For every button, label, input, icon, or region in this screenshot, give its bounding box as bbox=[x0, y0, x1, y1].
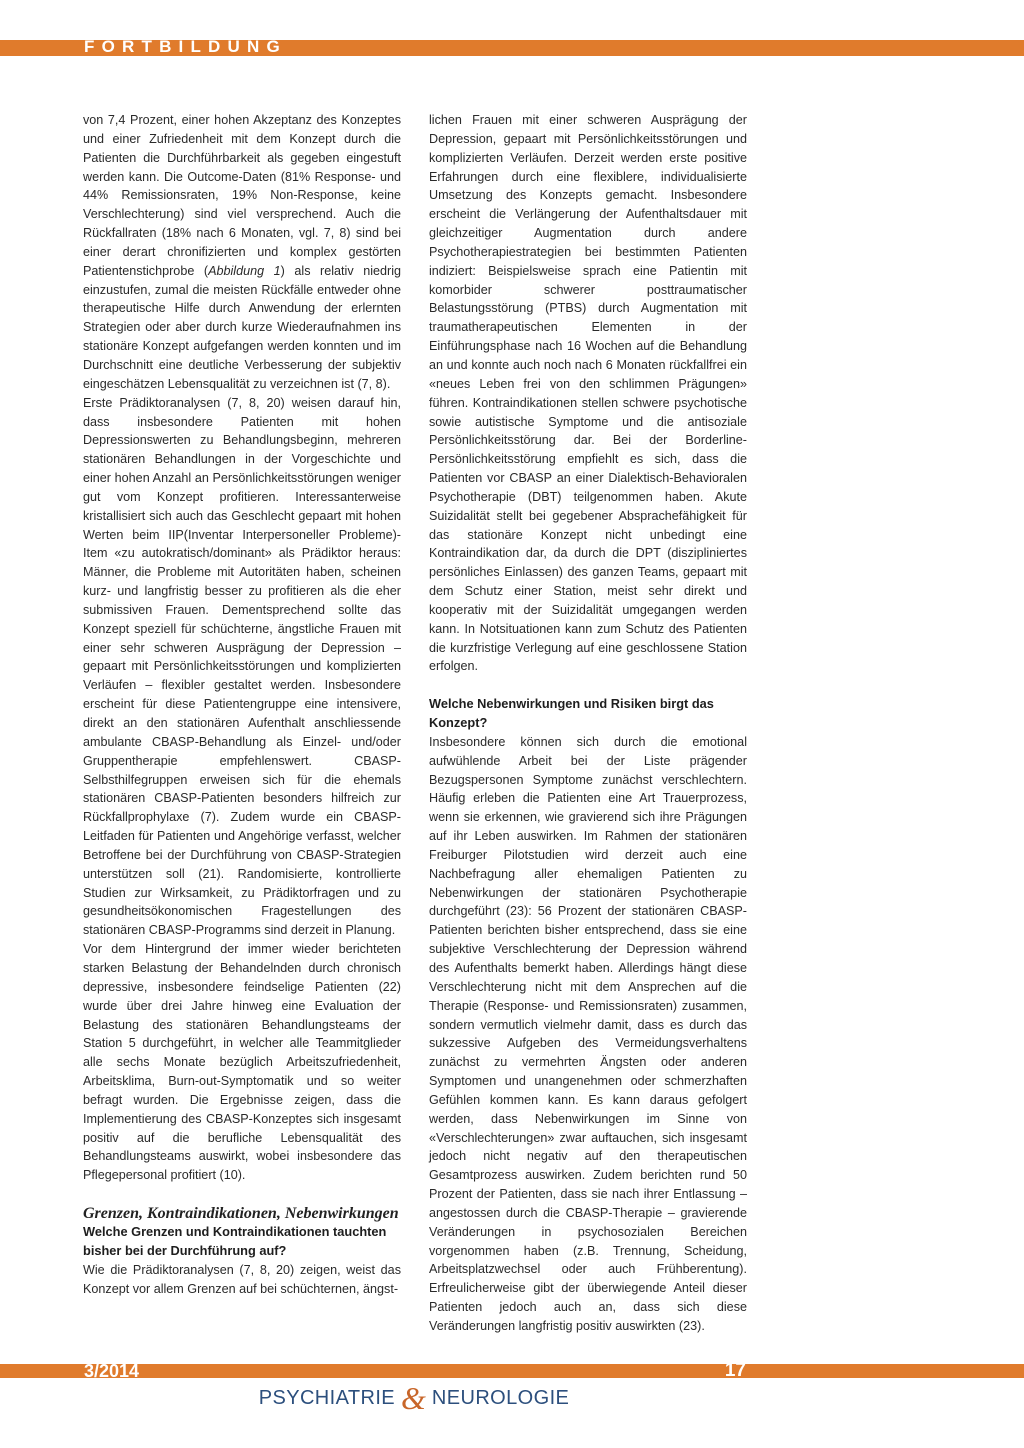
section-heading: Grenzen, Kontraindikationen, Nebenwirkungen bbox=[83, 1205, 399, 1223]
left-column bbox=[83, 111, 401, 1298]
paragraph: Erste Prädiktoranalysen (7, 8, 20) weisen darauf hin, dass insbesondere Patienten mit hohen Depressionswerten zu Behandlungsbeginn, mehreren stationären Behandlungen in der Vorgeschichte und einer hohen Anzahl an Persönlichkeitsstörungen weniger gut vom Konzept profitieren. Interessanterweise kristallisiert sich auch das Geschlecht gepaart mit hohen Werten beim IIP(Inventar Interpersoneller Probleme)-Item «zu autokratisch/dominant» als Prädiktor heraus: Männer, die Probleme mit Autoritäten haben, scheinen kurz- und langfristig besser zu profitieren als die eher submissiven Frauen. Dementsprechend sollte das Konzept speziell für schüchterne, ängstliche Frauen mit einer sehr schweren Ausprägung der Depression – gepaart mit Persönlichkeitsstörungen und komplizierten Verläufen – flexibler gestaltet werden. Insbesondere erscheint für diese Patientengruppe eine intensivere, direkt an den stationären Aufenthalt anschliessende ambulante CBASP-Behandlung als Einzel- und/oder Gruppentherapie empfehlenswert. CBASP-Selbsthilfegruppen erweisen sich für die ehemals stationären CBASP-Patienten besonders hilfreich zur Rückfallprophylaxe (7). Zudem wurde ein CBASP-Leitfaden für Patienten und Angehörige verfasst, welcher Betroffene bei der Durchführung von CBASP-Strategien unterstützen soll (21). Randomisierte, kontrollierte Studien zur Wirksamkeit, zu Prädiktorfragen und zu gesundheitsökonomischen Fragestellungen des stationären CBASP-Programms sind derzeit in Planung. bbox=[83, 395, 401, 938]
ampersand-mark: & bbox=[401, 1380, 426, 1416]
section-label: FORTBILDUNG bbox=[84, 37, 287, 56]
paragraph: Wie die Prädiktoranalysen (7, 8, 20) zeigen, weist das Konzept vor allem Grenzen auf bei schüchternen, ängst- bbox=[83, 1262, 401, 1296]
subsection-heading: Welche Nebenwirkungen und Risiken birgt das Konzept? bbox=[429, 696, 714, 730]
journal-name-part2: NEUROLOGIE bbox=[431, 1386, 570, 1409]
paragraph: Insbesondere können sich durch die emotional aufwühlende Arbeit bei der Liste prägender Bezugspersonen Symptome zunächst verschlechtern. Häufig erleben die Patienten eine Art Trauerprozess, wenn sie erkennen, wie gravierend sich ihre Prägungen auf ihr Leben auswirken. Im Rahmen der stationären Freiburger Pilotstudien wird derzeit auch eine Nachbefragung aller ehemaligen Patienten zu Nebenwirkungen der stationären Psychotherapie durchgeführt (23): 56 Prozent der stationären CBASP-Patienten berichten bisher entsprechend, dass sie eine subjektive Verschlechterung der Depression während des Aufenthalts bemerkt haben. Allerdings hängt diese Verschlechterung nicht mit dem Ansprechen auf die Therapie (Response- und Remissionsraten) zusammen, sondern vermutlich vielmehr damit, dass es durch das sukzessive Aufgeben des Vermeidungsverhaltens zunächst zu vermehrten Ängsten oder anderen Symptomen und unangenehmen oder schmerzhaften Gefühlen kommen kann. Es kann daraus gefolgert werden, dass Nebenwirkungen im Sinne von «Verschlechterungen» zwar auftauchen, sich insgesamt jedoch nicht negativ auf den therapeutischen Gesamtprozess auswirken. Zudem berichten rund 50 Prozent der Patienten, dass sie nach ihrer Entlassung – angestossen durch die CBASP-Therapie – gravierende Veränderungen in psychosozialen Bereichen vorgenommen haben (z.B. Trennung, Scheidung, Arbeitsplatzwechsel oder auch Frühberentung). Erfreulicherweise gibt der überwiegende Anteil dieser Patienten jedoch auch an, dass sich diese Veränderungen langfristig positiv auswirkten (23). bbox=[429, 734, 747, 1333]
figure-reference: Abbildung 1 bbox=[208, 263, 281, 278]
issue-number: 3/2014 bbox=[84, 1361, 140, 1381]
paragraph: von 7,4 Prozent, einer hohen Akzeptanz des Konzeptes und einer Zufriedenheit mit dem Konzept durch die Patienten die Durchführbarkeit als gegeben eingestuft werden kann. Die Outcome-Daten (81% Response- und 44% Remissionsraten, 19% Non-Response, keine Verschlechterung) sind viel versprechend. Auch die Rückfallraten (18% nach 6 Monaten, vgl. 7, 8) sind bei einer derart chronifizierten und komplex gestörten Patientenstichprobe (Abbildung 1) als relativ niedrig einzustufen, zumal die meisten Rückfälle entweder ohne therapeutische Hilfe durch Anwendung der erlernten Strategien oder aber durch kurze Wiederaufnahmen ins stationäre Konzept aufgefangen werden konnten und im Durchschnitt eine deutliche Verbesserung der subjektiv eingeschätzen Lebensqualität zu verzeichnen ist (7, 8). bbox=[83, 113, 401, 391]
journal-name-part1: PSYCHIATRIE bbox=[258, 1386, 396, 1409]
page-number: 17 bbox=[724, 1360, 746, 1381]
paragraph: Vor dem Hintergrund der immer wieder berichteten starken Belastung der Behandelnden durch chronisch depressive, insbesondere feindselige Patienten (22) wurde über drei Jahre hinweg eine Evaluation der Belastung des stationären Behandlungsteams der Station 5 durchgeführt, in welcher alle Teammitglieder alle sechs Monate bezüglich Arbeitszufriedenheit, Arbeitsklima, Burn-out-Symptomatik und so weiter befragt wurden. Die Ergebnisse zeigen, dass die Implementierung des CBASP-Konzeptes sich insgesamt positiv auf die berufliche Lebensqualität des Behandlungsteams auswirkt, wobei insbesondere das Pflegepersonal profitiert (10). bbox=[83, 942, 401, 1183]
subsection-heading: Welche Grenzen und Kontraindikationen tauchten bisher bei der Durchführung auf? bbox=[83, 1224, 387, 1258]
footer-bar bbox=[0, 1364, 1024, 1378]
paragraph: lichen Frauen mit einer schweren Ausprägung der Depression, gepaart mit Persönlichkeitsstörungen und komplizierten Verläufen. Derzeit werden erste positive Erfahrungen durch eine flexiblere, individualisierte Umsetzung des Konzepts gemacht. Insbesondere erscheint die Verlängerung der Aufenthaltsdauer mit gleichzeitiger Augmentation durch andere Psychotherapiestrategien bei bestimmten Patienten indiziert: Beispielsweise sprach eine Patientin mit komorbider schwerer posttraumatischer Belastungsstörung (PTBS) durch Augmentation mit traumatherapeutischen Elementen in der Einführungsphase nach 16 Wochen auf die Behandlung an und konnte auch noch nach 6 Monaten rückfallfrei ein «neues Leben frei von den schlimmen Prägungen» führen. Kontraindikationen stellen schwere psychotische sowie autistische Symptome und die antisoziale Persönlichkeitsstörung dar. Bei der Borderline-Persönlichkeitsstörung empfiehlt es sich, dass die Patienten vor CBASP an einer Dialektisch-Behavioralen Psychotherapie (DBT) teilgenommen haben. Akute Suizidalität stellt bei gegebener Absprachefähigkeit für das stationäre Konzept nicht unbedingt eine Kontraindikation dar, da durch die DPT (diszipliniertes persönliches Einlassen) des ganzen Teams, gepaart mit dem Schutz einer Station, meist sehr direkt und kooperativ mit der Suizidalität umgegangen werden kann. In Notsituationen kann zum Schutz des Patienten die kurzfristige Verlegung auf eine geschlossene Station erfolgen. bbox=[429, 113, 747, 674]
journal-logo bbox=[256, 1378, 572, 1418]
right-column bbox=[429, 111, 747, 1336]
